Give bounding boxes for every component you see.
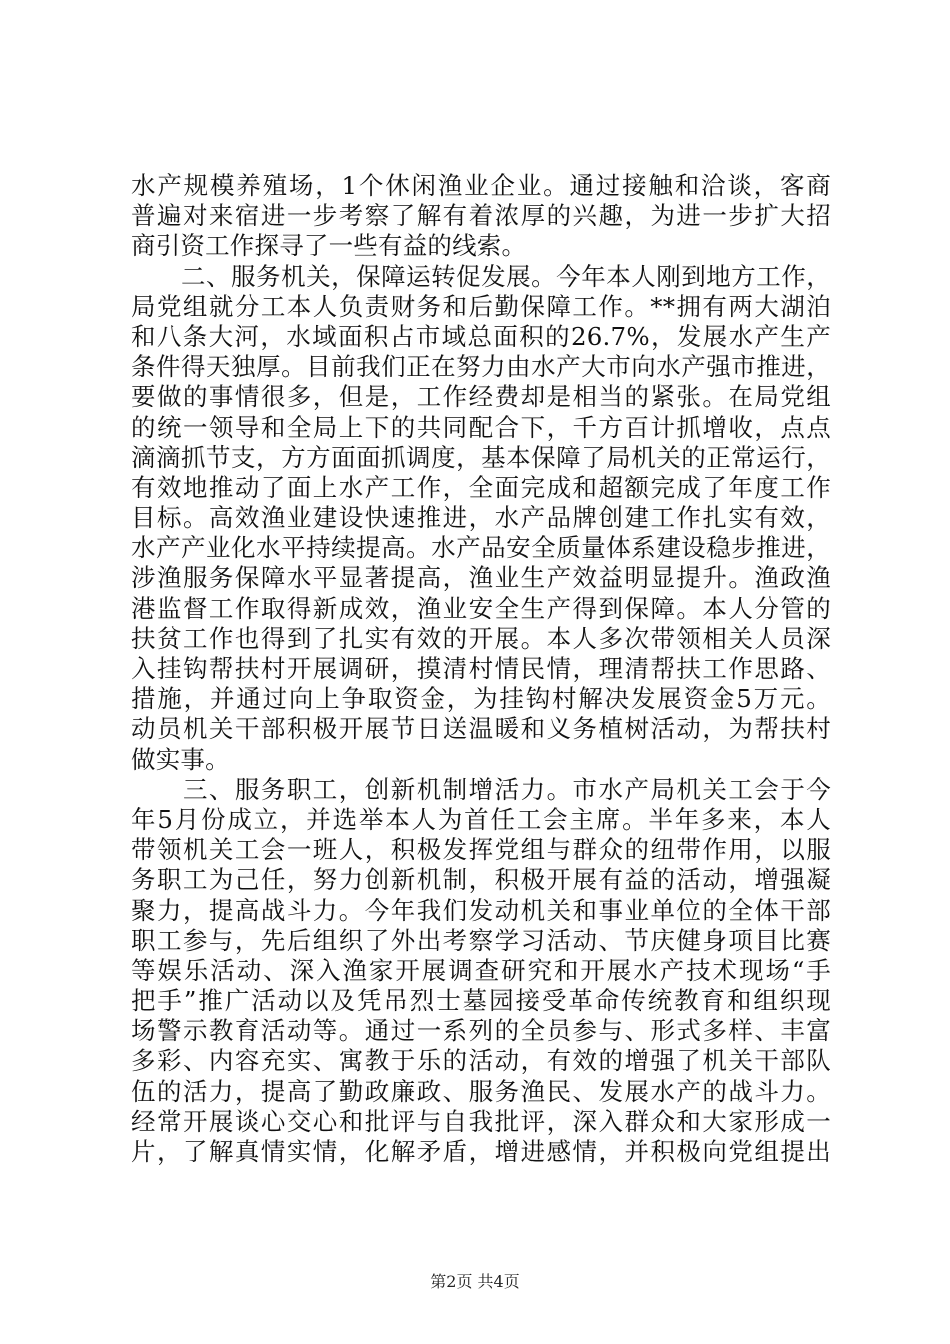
text-line: 经常开展谈心交心和批评与自我批评，深入群众和大家形成一 bbox=[131, 1106, 831, 1136]
text-line: 滴滴抓节支，方方面面抓调度，基本保障了局机关的正常运行， bbox=[131, 442, 831, 472]
text-line: 带领机关工会一班人，积极发挥党组与群众的纽带作用，以服 bbox=[131, 835, 831, 865]
text-line: 商引资工作探寻了一些有益的线索。 bbox=[131, 231, 527, 261]
text-line: 扶贫工作也得到了扎实有效的开展。本人多次带领相关人员深 bbox=[131, 623, 831, 653]
text-line: 涉渔服务保障水平显著提高，渔业生产效益明显提升。渔政渔 bbox=[131, 563, 831, 593]
document-body bbox=[131, 171, 831, 1167]
text-line: 把手”推广活动以及凭吊烈士墓园接受革命传统教育和组织现 bbox=[131, 986, 831, 1016]
text-line: 动员机关干部积极开展节日送温暖和义务植树活动，为帮扶村 bbox=[131, 714, 831, 744]
text-line: 有效地推动了面上水产工作，全面完成和超额完成了年度工作 bbox=[131, 472, 831, 502]
text-line: 水产产业化水平持续提高。水产品安全质量体系建设稳步推进， bbox=[131, 533, 831, 563]
text-line: 水产规模养殖场，1个休闲渔业企业。通过接触和洽谈，客商 bbox=[131, 171, 831, 200]
text-line: 聚力，提高战斗力。今年我们发动机关和事业单位的全体干部 bbox=[131, 895, 831, 925]
text-line: 年5月份成立，并选举本人为首任工会主席。半年多来，本人 bbox=[131, 804, 831, 834]
text-line: 场警示教育活动等。通过一系列的全员参与、形式多样、丰富 bbox=[131, 1016, 831, 1046]
text-line: 务职工为己任，努力创新机制，积极开展有益的活动，增强凝 bbox=[131, 865, 831, 895]
text-line: 三、服务职工，创新机制增活力。市水产局机关工会于今 bbox=[131, 774, 831, 804]
text-line: 目标。高效渔业建设快速推进，水产品牌创建工作扎实有效， bbox=[131, 503, 831, 533]
text-line: 的统一领导和全局上下的共同配合下，千方百计抓增收，点点 bbox=[131, 412, 831, 442]
text-line: 多彩、内容充实、寓教于乐的活动，有效的增强了机关干部队 bbox=[131, 1046, 831, 1076]
text-line: 入挂钩帮扶村开展调研，摸清村情民情，理清帮扶工作思路、 bbox=[131, 654, 831, 683]
text-line: 等娱乐活动、深入渔家开展调查研究和开展水产技术现场“手 bbox=[131, 955, 831, 985]
text-line: 伍的活力，提高了勤政廉政、服务渔民、发展水产的战斗力。 bbox=[131, 1076, 831, 1106]
text-line: 措施，并通过向上争取资金，为挂钩村解决发展资金5万元。 bbox=[131, 684, 831, 714]
text-line: 港监督工作取得新成效，渔业安全生产得到保障。本人分管的 bbox=[131, 593, 831, 623]
text-line: 和八条大河，水域面积占市域总面积的26.7%，发展水产生产 bbox=[131, 321, 831, 351]
text-line: 职工参与，先后组织了外出考察学习活动、节庆健身项目比赛 bbox=[131, 925, 831, 955]
text-line: 做实事。 bbox=[131, 744, 230, 774]
text-line: 条件得天独厚。目前我们正在努力由水产大市向水产强市推进， bbox=[131, 352, 831, 382]
text-line: 二、服务机关，保障运转促发展。今年本人刚到地方工作， bbox=[131, 261, 831, 291]
text-line: 片，了解真情实情，化解矛盾，增进感情，并积极向党组提出 bbox=[131, 1137, 831, 1166]
text-line: 普遍对来宿进一步考察了解有着浓厚的兴趣，为进一步扩大招 bbox=[131, 201, 831, 231]
text-line: 要做的事情很多，但是，工作经费却是相当的紧张。在局党组 bbox=[131, 382, 831, 412]
text-line: 局党组就分工本人负责财务和后勤保障工作。**拥有两大湖泊 bbox=[131, 291, 831, 321]
page-number-footer: 第2页 共4页 bbox=[430, 1272, 520, 1291]
